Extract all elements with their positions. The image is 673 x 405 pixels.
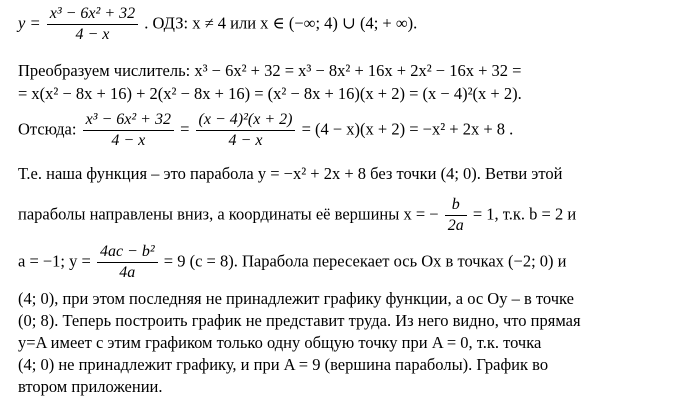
- graph-note-text: (0; 8). Теперь построить график не представит труда. Из него видно, что прямая: [18, 311, 581, 330]
- vertex-fraction: [445, 195, 467, 236]
- fraction-numerator: x³ − 6x² + 32: [83, 110, 174, 131]
- fraction-numerator: 4ac − b²: [97, 242, 158, 263]
- line-y-a-text: y=A имеет с этим графиком только одну общую точку при A = 0, т.к. точка: [18, 333, 542, 352]
- fraction-denominator: 4 − x: [228, 132, 263, 149]
- fraction-denominator: 4 − x: [111, 132, 146, 149]
- equals-sign: =: [180, 119, 190, 139]
- domain-text: . ОДЗ: x ≠ 4 или x ∈ (−∞; 4) ∪ (4; + ∞).: [144, 13, 418, 33]
- fraction-numerator: b: [445, 195, 467, 216]
- line-y-a-line: [18, 332, 663, 354]
- simplification-line: [18, 110, 663, 151]
- factored-fraction: [196, 110, 296, 151]
- fraction-denominator: 2a: [447, 217, 464, 234]
- hence-label: Отсюда:: [18, 119, 77, 139]
- simplified-result: = (4 − x)(x + 2) = −x² + 2x + 8 .: [301, 119, 514, 139]
- factorization-text: = x(x² − 8x + 16) + 2(x² − 8x + 16) = (x² − 8x + 16)(x + 2) = (x − 4)²(x + 2).: [18, 84, 522, 103]
- numerator-transform-text: Преобразуем числитель: x³ − 6x² + 32 = x³ − 8x² + 16x + 2x² − 16x + 32 =: [18, 61, 522, 80]
- graph-note-line: [18, 310, 663, 332]
- point-not-in-graph-text: (4; 0) не принадлежит графику, и при A = 9 (вершина параболы). График во: [18, 355, 549, 374]
- vertex-y-result: = 9 (c = 8). Парабола пересекает ось Ox в точках (−2; 0) и: [163, 251, 567, 271]
- vertex-result: = 1, т.к. b = 2 и: [472, 204, 577, 224]
- function-fraction: [47, 4, 138, 45]
- fraction-denominator: 4 − x: [75, 26, 110, 43]
- original-fraction: [83, 110, 174, 151]
- vertex-y-line: [18, 242, 663, 283]
- point-not-in-graph-line: [18, 354, 663, 376]
- numerator-transform-line: [18, 60, 663, 82]
- parabola-intro-text: Т.е. наша функция – это парабола y = −x² + 2x + 8 без точки (4; 0). Ветви этой: [18, 164, 563, 183]
- vertex-line: [18, 195, 663, 236]
- function-lhs: y =: [18, 13, 41, 33]
- domain-statement: [18, 4, 663, 45]
- vertex-y-fraction: [97, 242, 158, 283]
- intersection-text: (4; 0), при этом последняя не принадлежит графику функции, а ос Oy – в точке: [18, 289, 574, 308]
- vertex-y-text: a = −1; y =: [18, 251, 91, 271]
- factorization-line: [18, 83, 663, 105]
- appendix-line: [18, 376, 663, 398]
- appendix-text: втором приложении.: [18, 377, 163, 396]
- vertex-text: параболы направлены вниз, а координаты её вершины x = −: [18, 204, 439, 224]
- intersection-line: [18, 288, 663, 310]
- fraction-numerator: (x − 4)²(x + 2): [196, 110, 296, 131]
- parabola-intro-line: [18, 163, 663, 185]
- fraction-denominator: 4a: [119, 264, 136, 281]
- fraction-numerator: x³ − 6x² + 32: [47, 4, 138, 25]
